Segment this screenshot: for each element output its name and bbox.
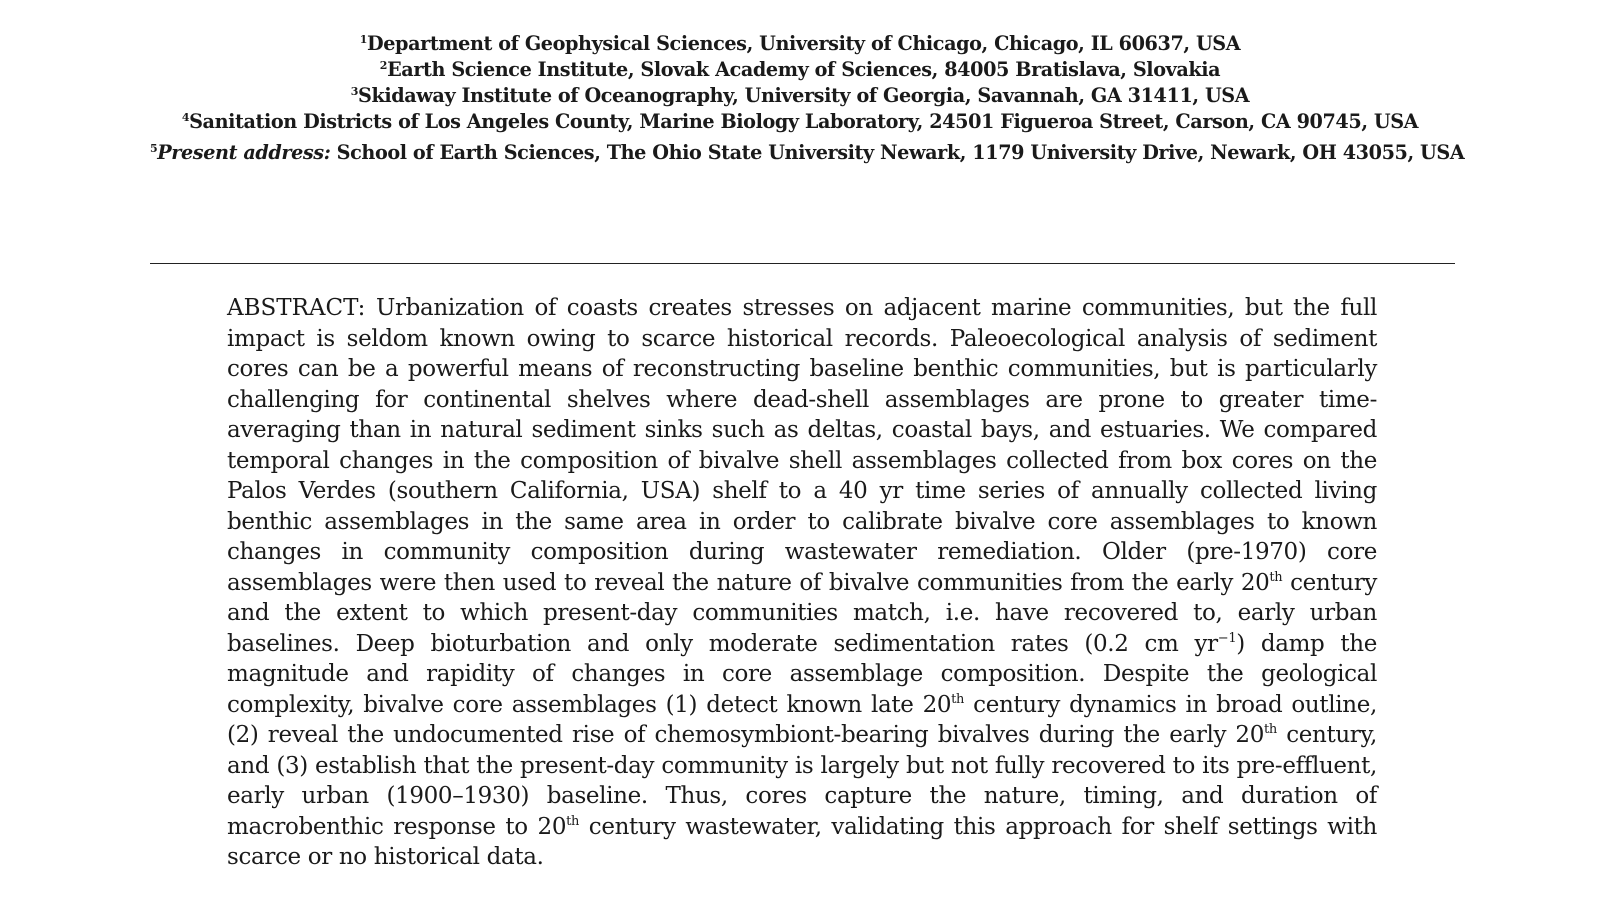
affiliation-marker: 2 [379,59,388,72]
abstract-text-part: ) damp the magnitude and rapidity of changes in core assemblage composition. Despite the geological complexity, bivalve core assemblages (1) detect known late 20 [227,630,1378,718]
present-address-label: Present address: [157,141,331,164]
exponent-superscript: −1 [1217,630,1237,646]
abstract-text-part: century, and (3) establish that the present-day community is largely but not fully recovered to its pre-effluent, early urban (1900–1930) baseline. Thus, cores capture the nature, timing, and duration of macrobenthic response to 20 [227,722,1377,840]
affiliation-text: Department of Geophysical Sciences, University of Chicago, Chicago, IL 60637, USA [367,32,1241,55]
abstract-text-part: Urbanization of coasts creates stresses on adjacent marine communities, but the full impact is seldom known owing to scarce historical records. Paleoecological analysis of sediment cores can be a powerful means of reconstructing baseline benthic communities, but is particularly challenging for continental shelves where dead-shell assemblages are prone to greater time-averaging than in natural sediment sinks such as deltas, coastal bays, and estuaries. We compared temporal changes in the composition of bivalve shell assemblages collected from box cores on the Palos Verdes (southern California, USA) shelf to a 40 yr time series of annually collected living benthic assemblages in the same area in order to calibrate bivalve core assemblages to known changes in community composition during wastewater remediation. Older (pre-1970) core assemblages were then used to reveal the nature of bivalve communities from the early 20 [227,295,1377,596]
affiliation-marker: 1 [359,33,368,46]
affiliation-text: Earth Science Institute, Slovak Academy of Sciences, 84005 Bratislava, Slovakia [387,58,1221,81]
affiliation-2 [150,57,1450,83]
affiliation-text: Skidaway Institute of Oceanography, University of Georgia, Savannah, GA 31411, USA [358,84,1250,107]
affiliation-text: Sanitation Districts of Los Angeles County, Marine Biology Laboratory, 24501 Figueroa Street, Carson, CA 90745, USA [189,110,1419,133]
affiliation-marker: 3 [350,85,358,98]
abstract-text-part: century and the extent to which present-day communities match, i.e. have recovered to, early urban baselines. Deep bioturbation and only moderate sedimentation rates (0.2 cm yr [227,569,1377,657]
ordinal-superscript: th [566,813,580,829]
abstract-paragraph [227,293,1377,873]
affiliation-4 [150,109,1450,135]
abstract-text-part: century dynamics in broad outline, (2) reveal the undocumented rise of chemosymbiont-bearing bivalves during the early 20 [227,691,1377,748]
section-divider [150,263,1455,264]
abstract-text-part: century wastewater, validating this approach for shelf settings with scarce or no historical data. [227,813,1377,870]
affiliation-1 [150,31,1450,57]
ordinal-superscript: th [1269,569,1283,585]
affiliation-marker: 4 [181,111,190,124]
ordinal-superscript: th [1264,722,1277,737]
affiliations-block [150,31,1465,166]
affiliation-marker: 5 [150,142,158,155]
present-address [150,140,1465,166]
ordinal-superscript: th [951,691,965,707]
abstract-label: ABSTRACT: [227,295,366,321]
affiliation-3 [150,83,1450,109]
present-address-text: School of Earth Sciences, The Ohio State University Newark, 1179 University Drive, Newark, OH 43055, USA [336,141,1465,164]
